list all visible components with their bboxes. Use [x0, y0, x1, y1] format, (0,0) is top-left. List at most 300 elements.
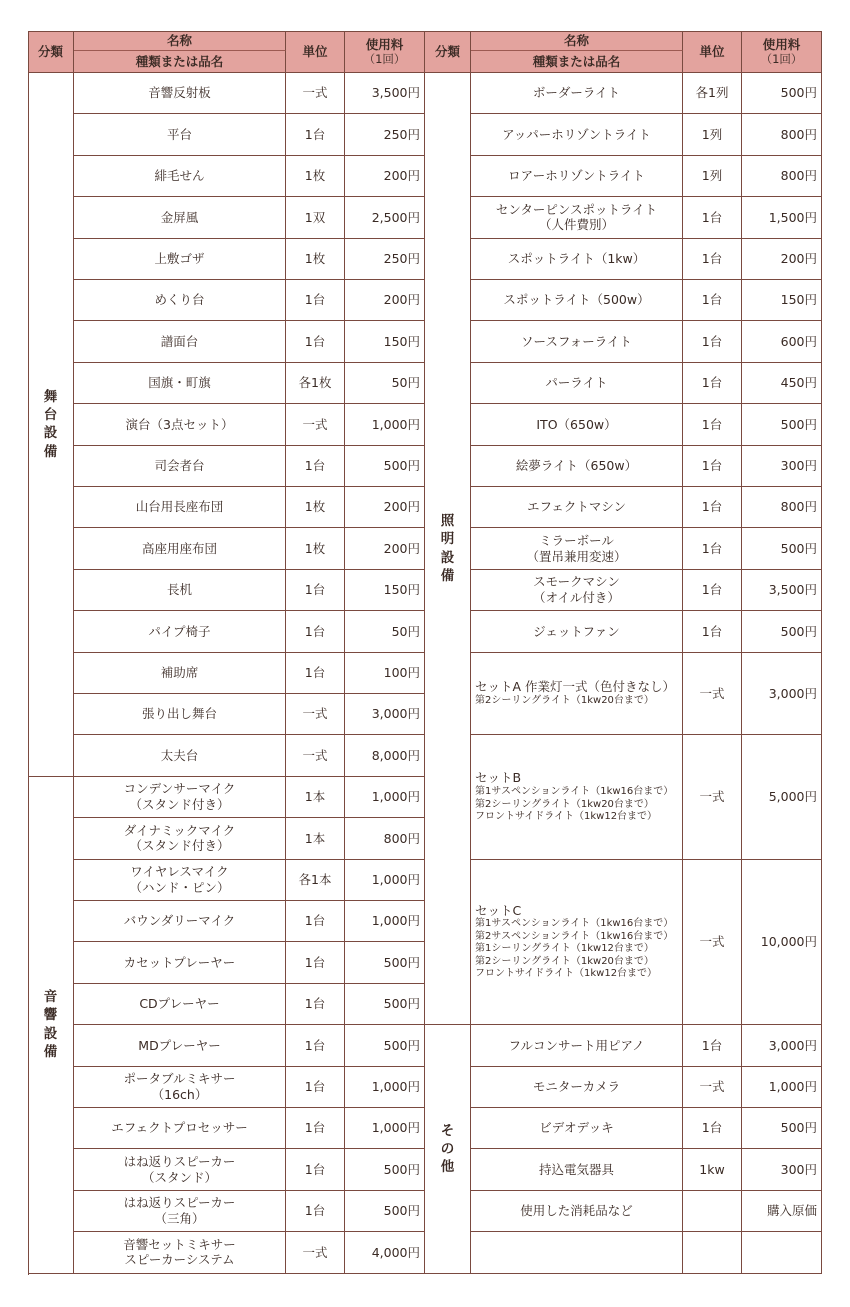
- table-row-fee: [345, 570, 425, 611]
- table-row-name: [74, 446, 286, 487]
- table-row-fee: [345, 114, 425, 155]
- table-row-fee: [742, 1067, 822, 1108]
- item-fee: 3,000円: [768, 1037, 817, 1053]
- item-fee: 購入原価: [766, 1203, 817, 1219]
- table-row-fee: [742, 73, 822, 114]
- item-unit: 1台: [304, 954, 326, 970]
- item-unit: 1枚: [304, 250, 326, 266]
- table-row-fee: [345, 777, 425, 818]
- item-fee: 500円: [383, 1161, 420, 1177]
- table-row-name: [471, 197, 683, 238]
- item-unit: 1台: [304, 913, 326, 929]
- table-row-fee: [742, 114, 822, 155]
- item-name: スモークマシン （オイル付き）: [533, 574, 620, 605]
- item-unit: 1列: [701, 126, 723, 142]
- category-lighting-char: 備: [440, 567, 455, 584]
- table-row-name: [74, 1191, 286, 1232]
- table-row-unit: [683, 1108, 742, 1149]
- item-unit: 1本: [304, 830, 326, 846]
- item-unit: 1台: [304, 126, 326, 142]
- table-row-fee: [345, 901, 425, 942]
- table-row-name: [74, 942, 286, 983]
- table-row-name: [74, 363, 286, 404]
- item-unit: 各1本: [298, 871, 332, 887]
- table-row-unit: [683, 1149, 742, 1190]
- header-name: [471, 31, 683, 51]
- table-row-unit: [683, 321, 742, 362]
- item-unit: 1台: [701, 582, 723, 598]
- item-name: ソースフォーライト: [521, 333, 632, 349]
- table-row-name: [471, 570, 683, 611]
- table-row-unit: [286, 363, 345, 404]
- lighting-set-line: 第2サスペンションライト（1kw16台まで）: [475, 930, 674, 942]
- lighting-set-title: セットB: [475, 770, 522, 786]
- table-row-unit: [683, 404, 742, 445]
- item-name: ダイナミックマイク （スタンド付き）: [123, 822, 236, 854]
- table-row-unit: [286, 818, 345, 859]
- table-row-fee: [345, 1108, 425, 1149]
- table-row-name: [74, 239, 286, 280]
- table-row-fee: [345, 860, 425, 901]
- item-name: 金屏風: [160, 209, 199, 225]
- item-fee: 150円: [383, 582, 420, 598]
- table-row-unit: [286, 611, 345, 652]
- category-sound-char: 備: [43, 1043, 58, 1060]
- item-unit: 一式: [699, 789, 725, 805]
- item-fee: 250円: [383, 250, 420, 266]
- table-row-unit: [286, 735, 345, 776]
- item-name: エフェクトマシン: [526, 499, 627, 515]
- item-unit: 1台: [304, 996, 326, 1012]
- item-fee: 300円: [780, 457, 817, 473]
- header-name-sub: [74, 51, 286, 73]
- item-fee: 200円: [383, 168, 420, 184]
- table-row-fee: [345, 611, 425, 652]
- item-fee: 3,500円: [768, 582, 817, 598]
- table-row-unit: [683, 114, 742, 155]
- item-name: 演台（3点セット）: [125, 416, 234, 432]
- item-unit: 各1列: [695, 85, 729, 101]
- table-row-name: [471, 446, 683, 487]
- lighting-set-line: フロントサイドライト（1kw12台まで）: [475, 811, 658, 823]
- item-unit: 一式: [699, 934, 725, 950]
- table-row-fee: [742, 653, 822, 736]
- table-row-unit: [683, 1191, 742, 1232]
- table-row-name: [471, 239, 683, 280]
- item-fee: 50円: [391, 375, 420, 391]
- table-row-fee: [742, 1149, 822, 1190]
- item-unit: 1台: [304, 457, 326, 473]
- item-unit: 1台: [701, 1037, 723, 1053]
- item-unit: 1台: [701, 375, 723, 391]
- category-lighting-char: 照: [440, 513, 455, 530]
- table-row-fee: [345, 984, 425, 1025]
- table-row-fee: [345, 446, 425, 487]
- table-row-name: [74, 114, 286, 155]
- category-other-char: そ: [440, 1122, 455, 1139]
- table-row-fee: [345, 73, 425, 114]
- table-row-name: [74, 280, 286, 321]
- table-row-unit: [286, 197, 345, 238]
- table-row-unit: [286, 942, 345, 983]
- item-fee: 4,000円: [371, 1244, 420, 1260]
- item-unit: 1台: [701, 457, 723, 473]
- item-fee: 200円: [383, 499, 420, 515]
- table-row-name: [74, 984, 286, 1025]
- table-row-unit: [286, 1025, 345, 1066]
- item-name: エフェクトプロセッサー: [111, 1120, 248, 1136]
- item-fee: 1,000円: [371, 789, 420, 805]
- item-fee: 800円: [780, 499, 817, 515]
- table-row-fee: [345, 1025, 425, 1066]
- lighting-set-content: [475, 679, 675, 707]
- lighting-set-line: 第2シーリングライト（1kw20台まで）: [475, 695, 654, 707]
- table-row-fee: [345, 1191, 425, 1232]
- item-unit: 1台: [701, 292, 723, 308]
- table-row-name: [74, 156, 286, 197]
- item-fee: 500円: [383, 1203, 420, 1219]
- table-row-unit: [286, 73, 345, 114]
- category-other: [425, 1025, 471, 1273]
- header-category: [28, 31, 74, 73]
- table-row-fee: [742, 860, 822, 1026]
- item-fee: 50円: [391, 623, 420, 639]
- table-row-unit: [683, 487, 742, 528]
- table-row-name: [471, 404, 683, 445]
- table-row-fee: [742, 735, 822, 859]
- table-row-fee: [345, 942, 425, 983]
- item-name: ITO（650w）: [536, 416, 617, 432]
- table-row-unit: [286, 1232, 345, 1273]
- item-fee: 500円: [780, 540, 817, 556]
- item-unit: 一式: [302, 747, 328, 763]
- item-unit: 一式: [302, 1244, 328, 1260]
- category-lighting: [425, 73, 471, 1025]
- table-row-unit: [286, 860, 345, 901]
- header-fee: [742, 31, 822, 73]
- item-fee: 1,500円: [768, 209, 817, 225]
- item-name: 音響反射板: [148, 85, 211, 101]
- item-fee: 5,000円: [768, 789, 817, 805]
- lighting-set-line: 第1サスペンションライト（1kw16台まで）: [475, 918, 674, 930]
- item-unit: 1台: [304, 664, 326, 680]
- table-row-unit: [286, 653, 345, 694]
- header-fee-sub-label: （1回）: [363, 52, 406, 67]
- table-row-name: [471, 1191, 683, 1232]
- table-row-name: [471, 1108, 683, 1149]
- table-row-unit: [286, 280, 345, 321]
- item-fee: 10,000円: [760, 934, 817, 950]
- table-row-name: [471, 321, 683, 362]
- table-row-fee: [345, 239, 425, 280]
- table-row-name: [74, 404, 286, 445]
- item-fee: 300円: [780, 1161, 817, 1177]
- item-name: アッパーホリゾントライト: [502, 126, 651, 142]
- item-name: 上敷ゴザ: [154, 250, 205, 266]
- header-category: [425, 31, 471, 73]
- item-name: スポットライト（500w）: [503, 292, 650, 308]
- lighting-set-content: [475, 903, 673, 981]
- item-unit: 1台: [701, 540, 723, 556]
- table-row-fee: [742, 1191, 822, 1232]
- item-unit: 1台: [701, 209, 723, 225]
- item-fee: 200円: [780, 250, 817, 266]
- table-row-name: [471, 528, 683, 569]
- table-row-unit: [286, 694, 345, 735]
- item-fee: 450円: [780, 375, 817, 391]
- item-unit: 1台: [304, 1078, 326, 1094]
- table-row-unit: [286, 777, 345, 818]
- item-unit: 1台: [701, 1120, 723, 1136]
- table-row-fee: [345, 404, 425, 445]
- table-row-unit: [683, 156, 742, 197]
- table-row-unit: [683, 73, 742, 114]
- item-fee: 500円: [383, 1037, 420, 1053]
- table-row-fee: [345, 321, 425, 362]
- table-row-unit: [683, 446, 742, 487]
- table-row-unit: [286, 901, 345, 942]
- table-row-unit: [683, 363, 742, 404]
- item-unit: 1台: [304, 1203, 326, 1219]
- table-row-unit: [286, 404, 345, 445]
- item-unit: 1双: [304, 209, 326, 225]
- header-category-label: 分類: [37, 43, 63, 59]
- table-row-name: [471, 1067, 683, 1108]
- item-fee: 500円: [780, 623, 817, 639]
- table-row-fee: [345, 735, 425, 776]
- item-unit: 1台: [701, 623, 723, 639]
- lighting-set-line: 第1シーリングライト（1kw12台まで）: [475, 943, 654, 955]
- table-row-unit: [286, 487, 345, 528]
- item-fee: 500円: [780, 416, 817, 432]
- category-other-char: の: [440, 1140, 455, 1157]
- item-fee: 1,000円: [371, 913, 420, 929]
- table-row-name: [74, 1108, 286, 1149]
- header-fee-label: 使用料: [365, 36, 404, 52]
- table-row-name: [74, 735, 286, 776]
- category-stage: [28, 73, 74, 777]
- category-sound-char: 設: [43, 1025, 58, 1042]
- table-row-fee: [742, 404, 822, 445]
- table-row-unit: [286, 984, 345, 1025]
- category-sound-char: 音: [43, 989, 58, 1006]
- item-name: 補助席: [160, 664, 199, 680]
- table-row-name: [74, 694, 286, 735]
- item-name: ミラーボール （置吊兼用変速）: [526, 532, 627, 564]
- item-unit: 1台: [304, 1120, 326, 1136]
- table-row-unit: [286, 321, 345, 362]
- table-row-name: [74, 901, 286, 942]
- table-row-fee: [742, 528, 822, 569]
- category-lighting-char: 設: [440, 549, 455, 566]
- lighting-set-line: 第2シーリングライト（1kw20台まで）: [475, 798, 654, 810]
- header-unit-label: 単位: [699, 43, 725, 59]
- table-row-unit: [683, 1025, 742, 1066]
- item-unit: 1台: [701, 499, 723, 515]
- table-row-unit: [683, 280, 742, 321]
- category-sound: [28, 777, 74, 1274]
- table-row-fee: [345, 1232, 425, 1273]
- table-row-fee: [345, 528, 425, 569]
- item-name: コンデンサーマイク （スタンド付き）: [123, 781, 236, 812]
- item-unit: 1台: [304, 1161, 326, 1177]
- item-unit: 1台: [701, 333, 723, 349]
- item-unit: 1枚: [304, 540, 326, 556]
- table-row-name: [74, 1149, 286, 1190]
- item-unit: 1台: [701, 416, 723, 432]
- table-row-name: [74, 611, 286, 652]
- table-row-fee: [345, 1149, 425, 1190]
- item-unit: 一式: [699, 685, 725, 701]
- table-row-name: [74, 528, 286, 569]
- item-fee: 1,000円: [371, 1078, 420, 1094]
- table-row-fee: [345, 363, 425, 404]
- item-name: 譜面台: [160, 333, 199, 349]
- table-row-name: [74, 197, 286, 238]
- header-fee: [345, 31, 425, 73]
- item-fee: 3,500円: [371, 85, 420, 101]
- lighting-set: [471, 653, 683, 736]
- item-name: ポータブルミキサー （16ch）: [123, 1071, 236, 1102]
- table-row-name: [471, 363, 683, 404]
- item-name: 緋毛せん: [154, 168, 205, 184]
- item-fee: 3,000円: [371, 706, 420, 722]
- item-name: パイプ椅子: [148, 623, 211, 639]
- lighting-set-title: セットC: [475, 902, 522, 918]
- item-name: モニターカメラ: [532, 1078, 621, 1094]
- item-fee: 150円: [383, 333, 420, 349]
- table-row-fee: [742, 197, 822, 238]
- item-name: 太夫台: [160, 747, 199, 763]
- item-name: 長机: [166, 582, 192, 598]
- table-row-unit: [286, 528, 345, 569]
- table-row-fee: [742, 280, 822, 321]
- item-fee: 800円: [383, 830, 420, 846]
- item-unit: 1台: [304, 623, 326, 639]
- category-stage-char: 設: [43, 425, 58, 442]
- table-row-fee: [345, 818, 425, 859]
- category-stage-char: 台: [43, 407, 58, 424]
- table-row-name: [74, 487, 286, 528]
- header-fee-sub-label: （1回）: [760, 52, 803, 67]
- item-name: ビデオデッキ: [539, 1120, 614, 1136]
- item-fee: 1,000円: [371, 1120, 420, 1136]
- table-row-name: [74, 860, 286, 901]
- item-name: 音響セットミキサー スピーカーシステム: [123, 1236, 236, 1268]
- item-fee: 1,000円: [371, 871, 420, 887]
- item-unit: 1列: [701, 168, 723, 184]
- header-name-label: 名称: [166, 32, 192, 48]
- item-fee: 500円: [383, 457, 420, 473]
- item-unit: 1台: [304, 1037, 326, 1053]
- header-category-label: 分類: [434, 43, 460, 59]
- item-unit: 一式: [302, 416, 328, 432]
- item-fee: 8,000円: [371, 747, 420, 763]
- table-row-unit: [683, 860, 742, 1026]
- header-name-sub-label: 種類または品名: [532, 53, 621, 69]
- item-name: センターピンスポットライト （人件費別）: [495, 201, 658, 233]
- lighting-set-line: 第2シーリングライト（1kw20台まで）: [475, 955, 654, 967]
- table-row-fee: [742, 1108, 822, 1149]
- table-row-unit: [683, 1067, 742, 1108]
- category-stage-char: 舞: [43, 388, 58, 405]
- header-fee-label: 使用料: [762, 36, 801, 52]
- table-row-fee: [742, 446, 822, 487]
- category-lighting-char: 明: [440, 531, 455, 548]
- item-name: スポットライト（1kw）: [507, 250, 646, 266]
- table-row-fee: [345, 487, 425, 528]
- table-row-name: [74, 777, 286, 818]
- item-fee: 500円: [780, 85, 817, 101]
- header-name: [74, 31, 286, 51]
- table-row-name: [471, 1149, 683, 1190]
- table-row-name: [471, 73, 683, 114]
- category-stage-char: 備: [43, 443, 58, 460]
- table-row-name: [74, 73, 286, 114]
- table-row-name: [471, 156, 683, 197]
- table-row-name: [471, 280, 683, 321]
- item-name: 張り出し舞台: [141, 706, 217, 722]
- lighting-set: [471, 860, 683, 1026]
- lighting-set-title: セットA 作業灯一式（色付きなし）: [475, 679, 676, 695]
- table-row-unit: [683, 653, 742, 736]
- table-row-unit: [286, 239, 345, 280]
- item-fee: 100円: [383, 664, 420, 680]
- table-row-unit: [286, 446, 345, 487]
- item-name: CDプレーヤー: [139, 996, 220, 1012]
- table-row-unit: [683, 570, 742, 611]
- header-name-sub: [471, 51, 683, 73]
- table-row-unit: [286, 1108, 345, 1149]
- table-row-fee: [345, 653, 425, 694]
- item-unit: 各1枚: [298, 375, 332, 391]
- item-name: 絵夢ライト（650w）: [515, 457, 638, 473]
- lighting-set-line: 第1サスペンションライト（1kw16台まで）: [475, 786, 674, 798]
- table-row-unit: [286, 1149, 345, 1190]
- item-name: 使用した消耗品など: [520, 1203, 633, 1219]
- item-unit: 一式: [699, 1078, 725, 1094]
- table-row-name: [74, 1025, 286, 1066]
- item-fee: 3,000円: [768, 685, 817, 701]
- item-unit: 1台: [304, 582, 326, 598]
- table-row-name: [471, 1232, 683, 1273]
- table-row-unit: [683, 1232, 742, 1273]
- item-fee: 150円: [780, 292, 817, 308]
- table-row-name: [471, 114, 683, 155]
- category-sound-char: 響: [43, 1007, 58, 1024]
- category-other-char: 他: [440, 1158, 455, 1175]
- table-row-unit: [286, 156, 345, 197]
- item-name: 持込電気器具: [538, 1161, 614, 1177]
- table-row-unit: [286, 1191, 345, 1232]
- item-unit: 一式: [302, 706, 328, 722]
- item-name: めくり台: [154, 292, 205, 308]
- table-row-unit: [683, 197, 742, 238]
- item-fee: 800円: [780, 168, 817, 184]
- item-name: 山台用長座布団: [135, 499, 224, 515]
- table-row-fee: [742, 321, 822, 362]
- item-name: ロアーホリゾントライト: [508, 168, 645, 184]
- table-row-unit: [683, 735, 742, 859]
- table-row-fee: [742, 1232, 822, 1273]
- item-fee: 500円: [383, 954, 420, 970]
- item-name: 高座用座布団: [141, 540, 217, 556]
- table-row-fee: [345, 197, 425, 238]
- table-row-fee: [345, 280, 425, 321]
- table-row-fee: [742, 1025, 822, 1066]
- table-row-fee: [742, 570, 822, 611]
- table-row-name: [471, 487, 683, 528]
